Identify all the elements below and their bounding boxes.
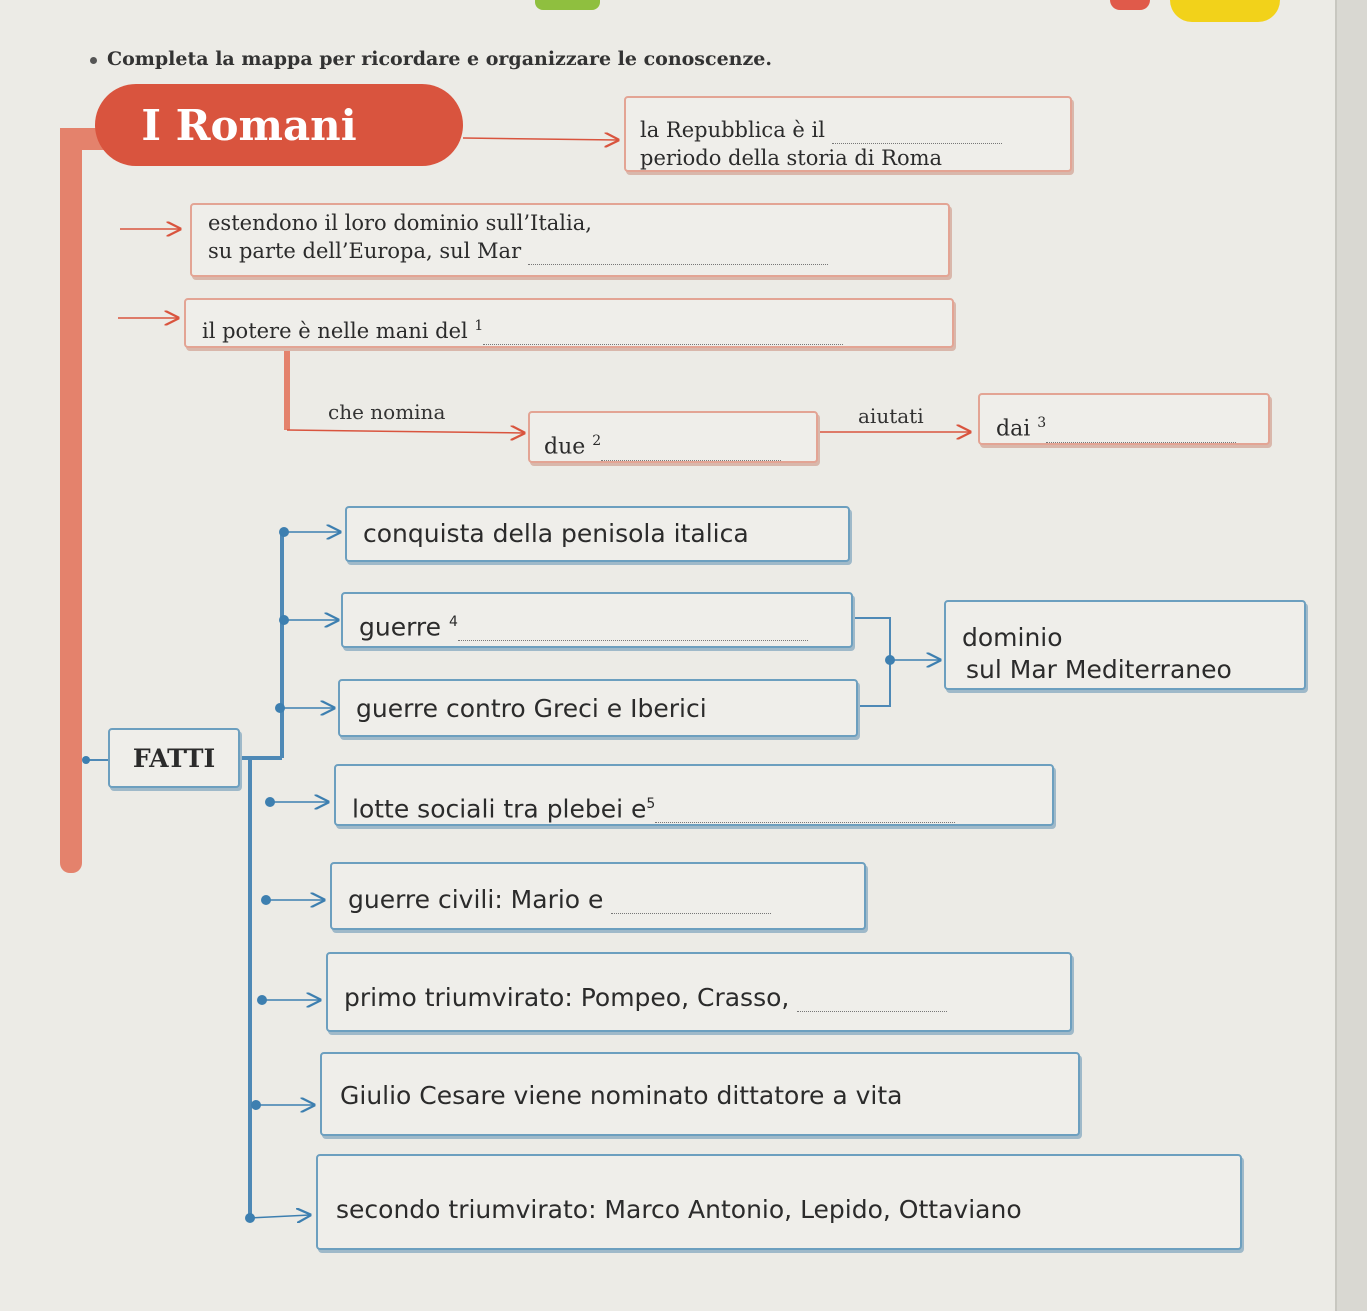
caesar-box: Giulio Cesare viene nominato dittatore a vita bbox=[320, 1052, 1080, 1136]
conquest-box: conquista della penisola italica bbox=[345, 506, 850, 562]
second-triumvirate-box: secondo triumvirato: Marco Antonio, Lepido, Ottaviano bbox=[316, 1154, 1242, 1250]
republic-box: la Repubblica è il periodo della storia di Roma bbox=[624, 96, 1072, 172]
blank-sea[interactable] bbox=[528, 244, 828, 265]
trunk bbox=[60, 128, 82, 873]
civil-wars-box: guerre civili: Mario e bbox=[330, 862, 866, 930]
blank-helpers[interactable] bbox=[1046, 422, 1236, 443]
blank-power[interactable] bbox=[483, 324, 843, 345]
fatti-label: FATTI bbox=[108, 728, 240, 788]
wars-box: guerre $^4$ bbox=[341, 592, 853, 648]
helped-label: aiutati bbox=[858, 404, 924, 428]
power-box: il potere è nelle mani del $^1$ bbox=[184, 298, 954, 348]
dominion-box: estendono il loro dominio sull’Italia, su parte dell’Europa, sul Mar bbox=[190, 203, 950, 277]
title-oval: I Romani bbox=[95, 84, 463, 166]
greek-wars-box: guerre contro Greci e Iberici bbox=[338, 679, 858, 737]
blank-wars[interactable] bbox=[458, 620, 808, 641]
sea-dominion-box: dominio sul Mar Mediterraneo bbox=[944, 600, 1306, 690]
blank-social[interactable] bbox=[655, 802, 955, 823]
names-label: che nomina bbox=[328, 400, 446, 424]
blank-consuls[interactable] bbox=[601, 440, 781, 461]
consuls-box: due $^2$ bbox=[528, 411, 818, 463]
blank-civil[interactable] bbox=[611, 893, 771, 914]
helpers-box: dai $^3$ bbox=[978, 393, 1270, 445]
blank-republic[interactable] bbox=[832, 123, 1002, 144]
first-triumvirate-box: primo triumvirato: Pompeo, Crasso, bbox=[326, 952, 1072, 1032]
blank-triumvirate[interactable] bbox=[797, 991, 947, 1012]
instruction: Completa la mappa per ricordare e organizzare le conoscenze. bbox=[90, 48, 772, 70]
social-struggles-box: lotte sociali tra plebei $e^5$ bbox=[334, 764, 1054, 826]
